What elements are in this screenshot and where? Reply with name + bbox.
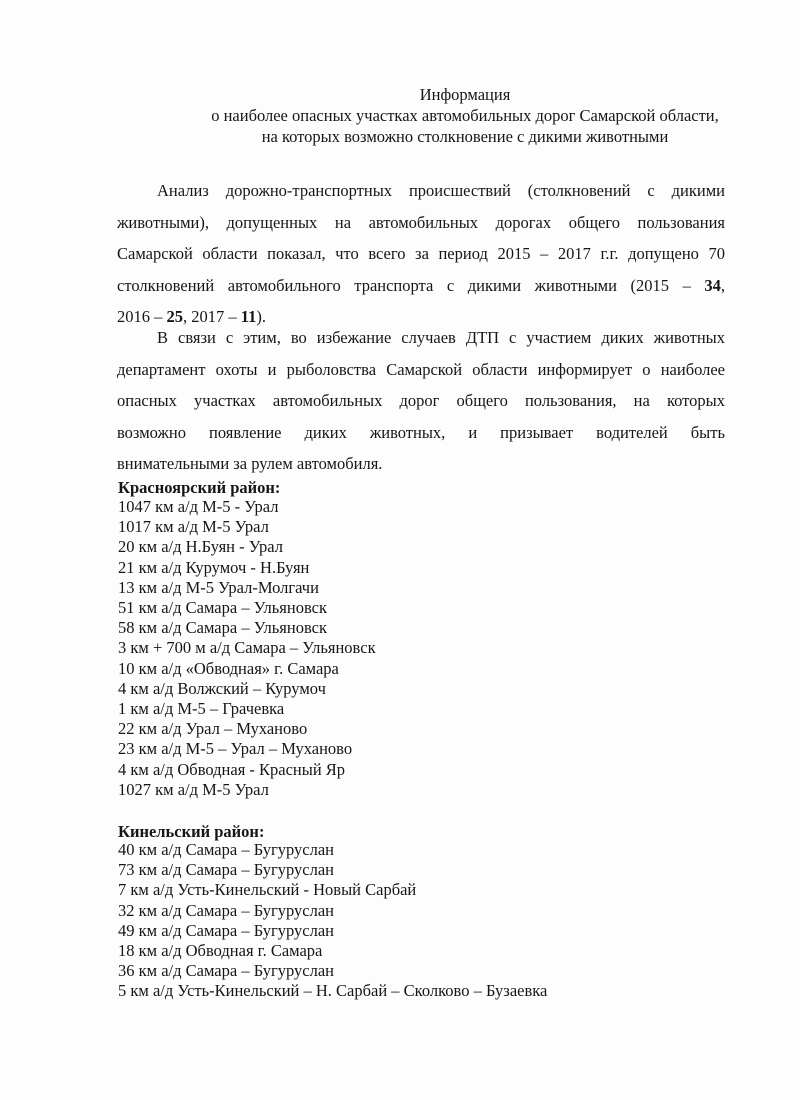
- road-item: 20 км а/д Н.Буян - Урал: [118, 537, 283, 557]
- paragraph-line: В связи с этим, во избежание случаев ДТП с участием диких животных: [157, 328, 725, 347]
- count-2016: 25: [166, 307, 183, 326]
- road-item: 7 км а/д Усть-Кинельский - Новый Сарбай: [118, 880, 417, 900]
- road-item: 4 км а/д Обводная - Красный Яр: [118, 759, 346, 779]
- paragraph-notice: [117, 322, 725, 480]
- road-item: 1047 км а/д М-5 - Урал: [118, 497, 279, 516]
- paragraph-line: внимательными за рулем автомобиля.: [117, 454, 383, 473]
- paragraph-text: 2016 –: [117, 307, 167, 326]
- road-item: 21 км а/д Курумоч - Н.Буян: [118, 557, 310, 577]
- road-item: 40 км а/д Самара – Бугуруслан: [118, 840, 335, 859]
- road-item: 51 км а/д Самара – Ульяновск: [118, 598, 327, 618]
- count-2017: 11: [240, 307, 257, 326]
- district-heading-kinelsky: Кинельский район:: [118, 822, 265, 841]
- road-list-krasnoyarsky: [118, 497, 376, 800]
- paragraph-text: , 2017 –: [183, 307, 241, 326]
- road-item: 22 км а/д Урал – Муханово: [118, 719, 308, 739]
- paragraph-line: опасных участках автомобильных дорог общего пользования, на которых: [117, 391, 725, 410]
- paragraph-line: Самарской области показал, что всего за период 2015 – 2017 г.г. допущено 70: [117, 244, 725, 263]
- road-item: 18 км а/д Обводная г. Самара: [118, 941, 323, 961]
- paragraph-line: животными), допущенных на автомобильных дорогах общего пользования: [117, 212, 725, 232]
- road-item: 5 км а/д Усть-Кинельский – Н. Сарбай – Сколково – Бузаевка: [118, 981, 548, 1001]
- road-item: 4 км а/д Волжский – Курумоч: [118, 678, 326, 698]
- paragraph-text: ,: [720, 275, 725, 295]
- road-item: 13 км а/д М-5 Урал-Молгачи: [118, 577, 319, 597]
- road-item: 3 км + 700 м а/д Самара – Ульяновск: [118, 638, 376, 658]
- document-title: Информация: [419, 85, 511, 104]
- road-item: 73 км а/д Самара – Бугуруслан: [118, 860, 335, 880]
- road-list-kinelsky: [118, 840, 547, 1002]
- paragraph-line: департамент охоты и рыболовства Самарской области информирует о наиболее: [117, 359, 725, 379]
- paragraph-text: ).: [256, 307, 266, 326]
- paragraph-line: возможно появление диких животных, и призывает водителей быть: [117, 422, 725, 442]
- road-item: 49 км а/д Самара – Бугуруслан: [118, 920, 335, 940]
- road-item: 10 км а/д «Обводная» г. Самара: [118, 658, 339, 678]
- road-item: 1 км а/д М-5 – Грачевка: [118, 699, 285, 719]
- district-heading-krasnoyarsky: Красноярский район:: [118, 478, 281, 497]
- road-item: 32 км а/д Самара – Бугуруслан: [118, 900, 335, 920]
- road-item: 58 км а/д Самара – Ульяновск: [118, 618, 327, 638]
- road-item: 1027 км а/д М-5 Урал: [118, 779, 269, 799]
- road-item: 36 км а/д Самара – Бугуруслан: [118, 961, 335, 981]
- road-item: 23 км а/д М-5 – Урал – Муханово: [118, 739, 353, 759]
- paragraph-line: [117, 270, 725, 302]
- paragraph-statistics: [117, 175, 725, 333]
- paragraph-line: Анализ дорожно-транспортных происшествий (столкновений с дикими: [157, 181, 725, 200]
- count-2015: 34: [704, 275, 721, 295]
- document-subtitle-line-2: на которых возможно столкновение с дикими животными: [261, 127, 669, 146]
- document-subtitle-line-1: о наиболее опасных участках автомобильных дорог Самарской области,: [211, 106, 719, 125]
- road-item: 1017 км а/д М-5 Урал: [118, 517, 269, 537]
- paragraph-text: столкновений автомобильного транспорта с дикими животными (2015 –: [117, 275, 705, 295]
